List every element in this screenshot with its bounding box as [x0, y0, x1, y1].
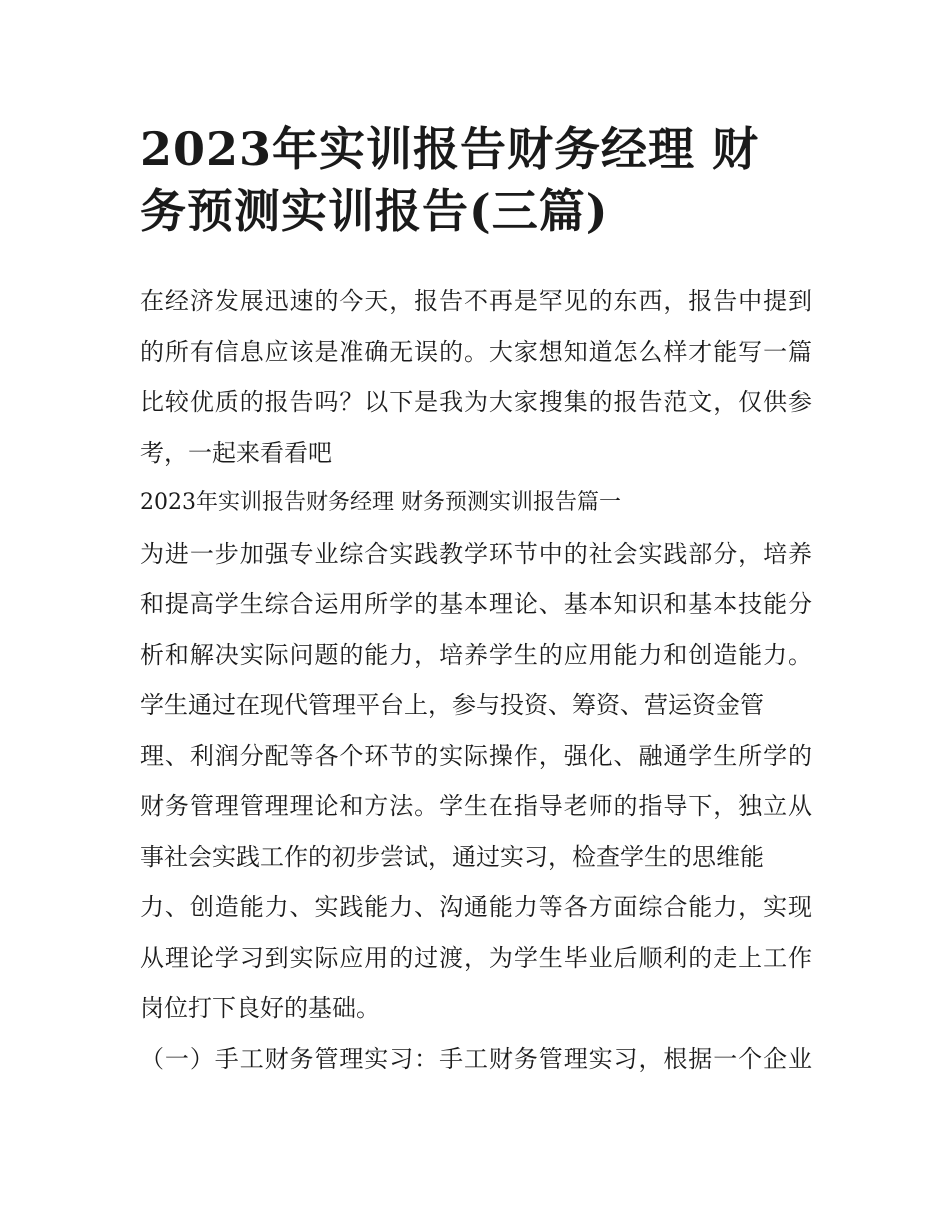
paragraph-line: 比较优质的报告吗？以下是我为大家搜集的报告范文，仅供参: [140, 388, 812, 416]
paragraph-line: 和提高学生综合运用所学的基本理论、基本知识和基本技能分: [140, 590, 812, 618]
paragraph-line: 理、利润分配等各个环节的实际操作，强化、融通学生所学的: [140, 741, 812, 770]
section-paragraph: [140, 529, 812, 1034]
paragraph-line: 学生通过在现代管理平台上，参与投资、筹资、营运资金管: [140, 691, 764, 719]
paragraph-line: 析和解决实际问题的能力，培养学生的应用能力和创造能力。: [140, 640, 812, 669]
title-line-1: 2023年实训报告财务经理 财: [140, 122, 760, 176]
intro-paragraph: [140, 276, 812, 478]
paragraph-line: 岗位打下良好的基础。: [140, 994, 380, 1022]
paragraph-line: 从理论学习到实际应用的过渡，为学生毕业后顺利的走上工作: [140, 943, 812, 972]
title-line-2: 务预测实训报告(三篇): [140, 184, 609, 238]
paragraph-line: 的所有信息应该是准确无误的。大家想知道怎么样才能写一篇: [140, 337, 812, 366]
section-heading: 2023年实训报告财务经理 财务预测实训报告篇一: [140, 490, 621, 515]
paragraph-line: 财务管理管理理论和方法。学生在指导老师的指导下，独立从: [140, 792, 812, 820]
paragraph-line: 事社会实践工作的初步尝试，通过实习，检查学生的思维能: [140, 842, 764, 871]
paragraph-line: 考，一起来看看吧: [140, 438, 332, 467]
document-body: [140, 276, 812, 1084]
paragraph-line: 在经济发展迅速的今天，报告不再是罕见的东西，报告中提到: [140, 287, 812, 315]
paragraph-line: 力、创造能力、实践能力、沟通能力等各方面综合能力，实现: [140, 893, 812, 921]
document-title: [140, 118, 820, 242]
paragraph-line: 为进一步加强专业综合实践教学环节中的社会实践部分，培养: [140, 539, 812, 568]
list-item: （一）手工财务管理实习：手工财务管理实习，根据一个企业: [140, 1044, 812, 1073]
